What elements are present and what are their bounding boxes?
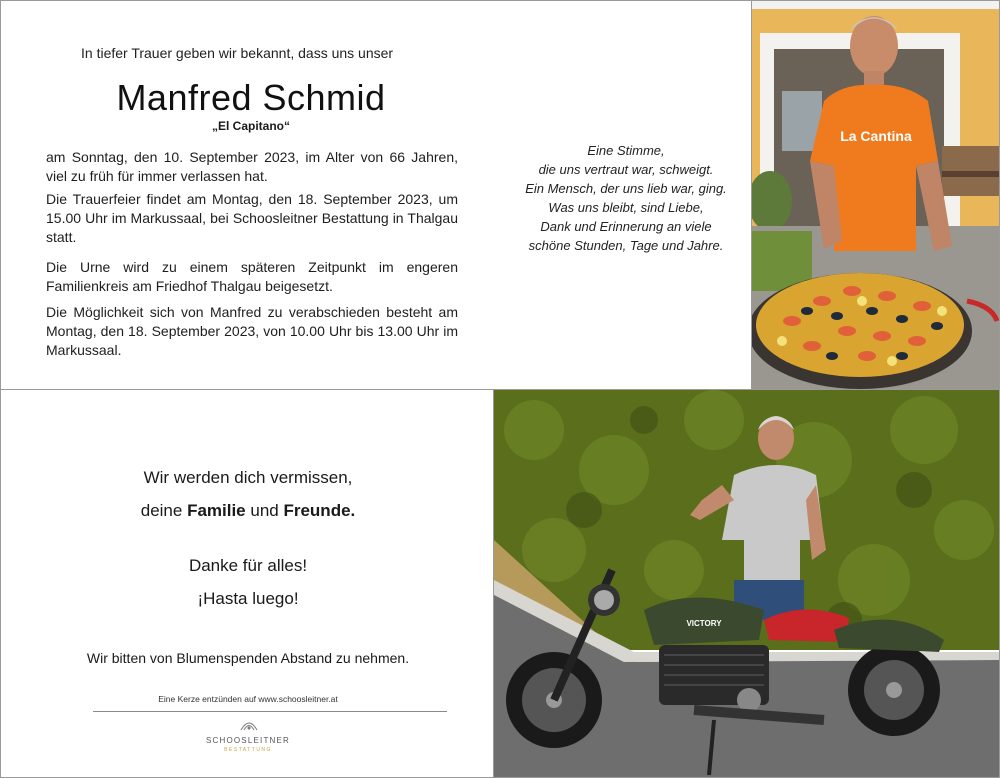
farewell-text: deine bbox=[140, 501, 188, 520]
photo-paella bbox=[751, 0, 1000, 390]
intro-text: In tiefer Trauer geben wir bekannt, dass uns unser bbox=[81, 45, 394, 61]
farewell-family: Familie bbox=[187, 501, 246, 520]
motorcycle-photo-illustration bbox=[494, 390, 1000, 778]
photo-motorcycle bbox=[493, 389, 1000, 778]
poem-line: schöne Stunden, Tage und Jahre. bbox=[528, 238, 724, 253]
donation-note: Wir bitten von Blumenspenden Abstand zu nehmen. bbox=[86, 650, 410, 666]
thanks-line: Danke für alles! bbox=[188, 556, 308, 575]
brand-subtitle: BESTATTUNG bbox=[224, 747, 272, 753]
poem-line: Was uns bleibt, sind Liebe, bbox=[548, 200, 704, 215]
farewell-panel bbox=[0, 389, 494, 778]
bike-brand-label: VICTORY bbox=[686, 619, 722, 628]
nickname: „El Capitano“ bbox=[211, 119, 290, 133]
goodbye-line: ¡Hasta luego! bbox=[197, 589, 299, 608]
poem-line: die uns vertraut war, schweigt. bbox=[538, 162, 714, 177]
paella-photo-illustration bbox=[752, 1, 1000, 390]
brand-name: SCHOOSLEITNER bbox=[205, 736, 291, 745]
obituary-text-panel bbox=[0, 0, 752, 390]
farewell-text: und bbox=[245, 501, 284, 520]
farewell-line-2 bbox=[1, 501, 494, 521]
schoosleitner-logo-icon bbox=[238, 718, 260, 732]
deceased-name: Manfred Schmid bbox=[116, 77, 386, 118]
death-paragraph: am Sonntag, den 10. September 2023, im Alter von 66 Jahren, viel zu früh für immer verlassen hat. bbox=[46, 149, 458, 184]
farewell-friends: Freunde. bbox=[283, 501, 356, 520]
poem-line: Dank und Erinnerung an viele bbox=[540, 219, 712, 234]
farewell-visit-paragraph: Die Möglichkeit sich von Manfred zu verabschieden besteht am Montag, den 18. September 2023, von 10.00 Uhr bis 13.00 Uhr im Markussaal. bbox=[46, 304, 458, 358]
poem-line: Eine Stimme, bbox=[587, 143, 665, 158]
funeral-paragraph: Die Trauerfeier findet am Montag, den 18. September 2023, um 15.00 Uhr im Markussaal, bei Schoosleitner Bestattung in Thalgau statt. bbox=[46, 191, 458, 245]
divider bbox=[93, 711, 447, 712]
urn-paragraph: Die Urne wird zu einem späteren Zeitpunkt im engeren Familienkreis am Friedhof Thalgau beigesetzt. bbox=[46, 259, 458, 294]
shirt-print: La Cantina bbox=[840, 128, 912, 144]
candle-link-text[interactable]: Eine Kerze entzünden auf www.schoosleitner.at bbox=[158, 694, 338, 704]
memorial-poem bbox=[501, 141, 751, 255]
farewell-line-1: Wir werden dich vermissen, bbox=[143, 468, 353, 487]
poem-line: Ein Mensch, der uns lieb war, ging. bbox=[525, 181, 727, 196]
